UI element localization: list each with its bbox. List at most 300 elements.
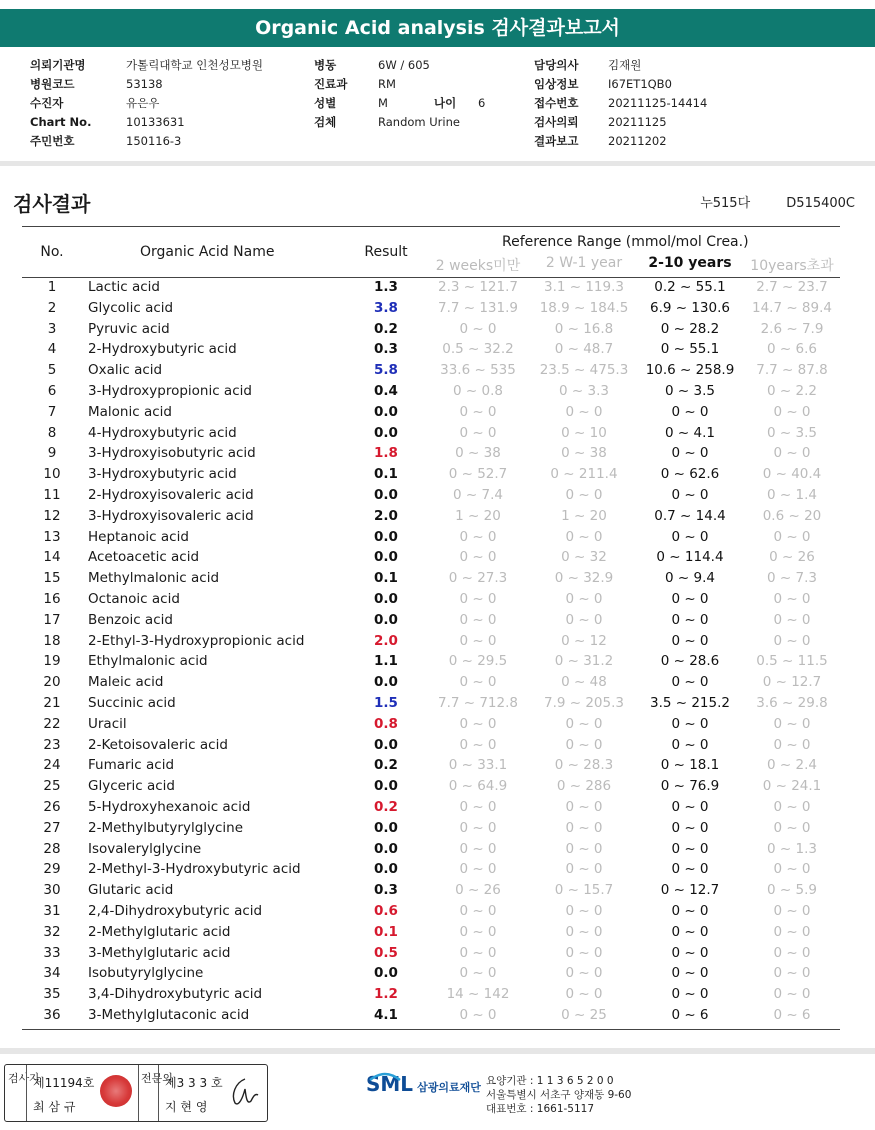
result-value: 3.8 — [374, 299, 398, 316]
range-2w-1y: 0 ~ 0 — [565, 861, 603, 878]
row-number: 11 — [43, 486, 61, 503]
result-value: 0.0 — [374, 965, 398, 982]
range-under-2-weeks: 33.6 ~ 535 — [440, 362, 516, 379]
info-col-2 — [314, 56, 485, 132]
range-under-2-weeks: 0 ~ 0 — [459, 632, 497, 649]
result-value: 0.2 — [374, 798, 398, 815]
info-value: 20211125-14414 — [608, 96, 708, 110]
range-2w-1y: 0 ~ 12 — [561, 632, 607, 649]
table-row — [22, 382, 840, 403]
range-2w-1y: 0 ~ 0 — [565, 736, 603, 753]
range-over-10y: 0 ~ 5.9 — [767, 882, 817, 899]
result-value: 0.0 — [374, 674, 398, 691]
range-over-10y: 0 ~ 0 — [773, 965, 811, 982]
row-number: 18 — [43, 632, 61, 649]
row-number: 4 — [47, 341, 57, 358]
range-over-10y: 2.6 ~ 7.9 — [760, 320, 824, 337]
row-number: 34 — [43, 965, 61, 982]
range-2-10y: 10.6 ~ 258.9 — [645, 362, 735, 379]
signature-mark — [227, 1075, 261, 1109]
row-number: 1 — [47, 279, 57, 295]
header-reference: Reference Range (mmol/mol Crea.) — [502, 234, 749, 250]
row-number: 29 — [43, 861, 61, 878]
info-value: 150116-3 — [126, 134, 182, 148]
result-value: 1.3 — [374, 279, 398, 295]
acid-name: Isovalerylglycine — [88, 840, 202, 857]
range-2-10y: 0 ~ 0 — [671, 403, 709, 420]
table-row — [22, 548, 840, 569]
range-under-2-weeks: 0 ~ 38 — [455, 445, 501, 462]
range-2-10y: 0 ~ 0 — [671, 611, 709, 628]
info-label: Chart No. — [30, 115, 92, 129]
row-number: 19 — [43, 653, 61, 670]
footer-divider — [0, 1048, 875, 1054]
table-row — [22, 694, 840, 715]
range-over-10y: 14.7 ~ 89.4 — [751, 299, 832, 316]
range-over-10y: 0 ~ 1.4 — [767, 486, 817, 503]
header-range-newborn: 2 weeks미만 — [435, 258, 521, 274]
info-value: RM — [378, 77, 396, 91]
address-line: 서울특별시 서초구 양재동 9-60 — [486, 1089, 632, 1101]
range-over-10y: 0 ~ 2.2 — [767, 382, 817, 399]
result-value: 0.0 — [374, 424, 398, 441]
table-row — [22, 424, 840, 445]
acid-name: 3-Hydroxybutyric acid — [88, 466, 237, 483]
acid-name: 3-Methylglutaric acid — [88, 944, 231, 961]
results-table — [22, 226, 840, 1027]
range-2-10y: 0 ~ 0 — [671, 840, 709, 857]
range-2w-1y: 0 ~ 48.7 — [554, 341, 614, 358]
range-over-10y: 0 ~ 6 — [773, 1006, 811, 1023]
info-value: 유은우 — [126, 96, 160, 110]
info-col-1 — [30, 56, 263, 151]
range-2w-1y: 0 ~ 31.2 — [554, 653, 614, 670]
table-row — [22, 985, 840, 1006]
info-label: 검체 — [314, 115, 337, 129]
acid-name: 3-Hydroxyisovaleric acid — [88, 507, 254, 524]
row-number: 25 — [43, 778, 61, 795]
acid-name: Succinic acid — [88, 694, 176, 711]
range-under-2-weeks: 0 ~ 0 — [459, 528, 497, 545]
table-body — [22, 278, 840, 1027]
range-2-10y: 0 ~ 0 — [671, 798, 709, 815]
range-under-2-weeks: 0 ~ 29.5 — [448, 653, 508, 670]
table-bottom-rule — [22, 1029, 840, 1030]
result-value: 0.1 — [374, 923, 398, 940]
acid-name: 2-Methylbutyrylglycine — [88, 819, 244, 836]
table-row — [22, 652, 840, 673]
signature-box — [4, 1064, 268, 1122]
range-2w-1y: 0 ~ 10 — [561, 424, 607, 441]
row-number: 27 — [43, 819, 61, 836]
info-label: 수진자 — [30, 96, 64, 110]
info-label: 결과보고 — [534, 134, 579, 148]
range-2-10y: 0 ~ 0 — [671, 445, 709, 462]
row-number: 24 — [43, 757, 61, 774]
acid-name: 2-Methylglutaric acid — [88, 923, 231, 940]
info-label: 임상정보 — [534, 77, 579, 91]
result-value: 0.8 — [374, 715, 398, 732]
range-over-10y: 0 ~ 0 — [773, 944, 811, 961]
range-over-10y: 0 ~ 0 — [773, 445, 811, 462]
address-line: 요양기관 : 1 1 3 6 5 2 0 0 — [486, 1075, 614, 1087]
result-value: 1.8 — [374, 445, 398, 462]
range-2w-1y: 0 ~ 0 — [565, 611, 603, 628]
range-over-10y: 7.7 ~ 87.8 — [756, 362, 828, 379]
table-row — [22, 1006, 840, 1027]
range-over-10y: 0 ~ 0 — [773, 736, 811, 753]
range-over-10y: 0 ~ 26 — [769, 549, 815, 566]
range-2-10y: 0 ~ 18.1 — [660, 757, 720, 774]
table-row — [22, 860, 840, 881]
header-range-infant: 2 W-1 year — [545, 255, 623, 271]
range-under-2-weeks: 0 ~ 0 — [459, 902, 497, 919]
table-row — [22, 881, 840, 902]
range-under-2-weeks: 0 ~ 0 — [459, 736, 497, 753]
result-value: 0.0 — [374, 861, 398, 878]
range-2-10y: 0 ~ 0 — [671, 861, 709, 878]
range-2w-1y: 0 ~ 0 — [565, 902, 603, 919]
info-value: 20211202 — [608, 134, 667, 148]
range-2-10y: 0 ~ 62.6 — [660, 466, 720, 483]
acid-name: 2-Hydroxybutyric acid — [88, 341, 237, 358]
report-title: Organic Acid analysis 검사결과보고서 — [0, 9, 875, 47]
result-value: 1.2 — [374, 986, 398, 1003]
acid-name: Lactic acid — [88, 279, 160, 295]
range-over-10y: 0 ~ 0 — [773, 715, 811, 732]
confirmer-license: 제3 3 3 호 — [165, 1076, 223, 1090]
range-2w-1y: 0 ~ 0 — [565, 944, 603, 961]
table-row — [22, 902, 840, 923]
range-2-10y: 0 ~ 0 — [671, 819, 709, 836]
result-value: 0.1 — [374, 466, 398, 483]
row-number: 26 — [43, 798, 61, 815]
row-number: 17 — [43, 611, 61, 628]
table-row — [22, 777, 840, 798]
range-2-10y: 0 ~ 0 — [671, 590, 709, 607]
range-under-2-weeks: 0 ~ 0 — [459, 819, 497, 836]
range-under-2-weeks: 0 ~ 0 — [459, 549, 497, 566]
range-over-10y: 0.6 ~ 20 — [762, 507, 822, 524]
range-over-10y: 0 ~ 0 — [773, 902, 811, 919]
sml-logo — [366, 1072, 481, 1096]
test-code: D515400C — [786, 196, 855, 211]
range-2w-1y: 0 ~ 0 — [565, 819, 603, 836]
acid-name: Pyruvic acid — [88, 320, 170, 337]
range-2-10y: 0 ~ 0 — [671, 902, 709, 919]
acid-name: Benzoic acid — [88, 611, 173, 628]
table-row — [22, 465, 840, 486]
acid-name: 2-Ethyl-3-Hydroxypropionic acid — [88, 632, 305, 649]
range-over-10y: 0 ~ 0 — [773, 403, 811, 420]
range-2-10y: 0 ~ 0 — [671, 632, 709, 649]
result-value: 1.1 — [374, 653, 398, 670]
range-2-10y: 0.2 ~ 55.1 — [654, 279, 726, 295]
result-value: 0.4 — [374, 382, 398, 399]
divider — [26, 1065, 27, 1121]
result-value: 0.0 — [374, 819, 398, 836]
range-2w-1y: 0 ~ 0 — [565, 528, 603, 545]
range-over-10y: 2.7 ~ 23.7 — [756, 279, 828, 295]
range-2-10y: 0 ~ 3.5 — [665, 382, 715, 399]
range-under-2-weeks: 14 ~ 142 — [446, 986, 510, 1003]
table-row — [22, 320, 840, 341]
row-number: 31 — [43, 902, 61, 919]
info-label: 접수번호 — [534, 96, 579, 110]
range-2w-1y: 1 ~ 20 — [561, 507, 607, 524]
logo-foundation: 삼광의료재단 — [417, 1081, 481, 1094]
range-over-10y: 0 ~ 24.1 — [762, 778, 822, 795]
table-row — [22, 944, 840, 965]
range-under-2-weeks: 0 ~ 0 — [459, 965, 497, 982]
info-col-3 — [534, 56, 707, 151]
header-result: Result — [364, 244, 408, 260]
table-row — [22, 715, 840, 736]
range-over-10y: 0 ~ 0 — [773, 819, 811, 836]
range-2w-1y: 0 ~ 38 — [561, 445, 607, 462]
range-2w-1y: 0 ~ 28.3 — [554, 757, 614, 774]
table-row — [22, 840, 840, 861]
acid-name: Maleic acid — [88, 674, 164, 691]
range-over-10y: 0 ~ 0 — [773, 632, 811, 649]
range-over-10y: 0 ~ 7.3 — [767, 570, 817, 587]
address-line: 대표번호 : 1661-5117 — [486, 1103, 595, 1115]
range-over-10y: 3.6 ~ 29.8 — [756, 694, 828, 711]
range-2-10y: 0 ~ 9.4 — [665, 570, 715, 587]
range-2w-1y: 0 ~ 3.3 — [559, 382, 609, 399]
range-2w-1y: 0 ~ 0 — [565, 965, 603, 982]
range-over-10y: 0 ~ 0 — [773, 861, 811, 878]
range-under-2-weeks: 0.5 ~ 32.2 — [442, 341, 514, 358]
result-value: 2.0 — [374, 632, 398, 649]
row-number: 21 — [43, 694, 61, 711]
range-2-10y: 0 ~ 28.2 — [660, 320, 720, 337]
range-over-10y: 0 ~ 1.3 — [767, 840, 817, 857]
range-2w-1y: 3.1 ~ 119.3 — [543, 279, 624, 295]
table-row — [22, 299, 840, 320]
row-number: 13 — [43, 528, 61, 545]
range-under-2-weeks: 0 ~ 0 — [459, 590, 497, 607]
result-value: 0.0 — [374, 778, 398, 795]
info-label: 병동 — [314, 58, 337, 72]
result-value: 0.0 — [374, 736, 398, 753]
table-row — [22, 756, 840, 777]
range-under-2-weeks: 0 ~ 0 — [459, 674, 497, 691]
info-value: 김재원 — [608, 58, 642, 72]
result-value: 0.0 — [374, 486, 398, 503]
table-row — [22, 486, 840, 507]
org-address — [486, 1074, 631, 1116]
range-under-2-weeks: 0 ~ 64.9 — [448, 778, 508, 795]
range-2w-1y: 7.9 ~ 205.3 — [543, 694, 624, 711]
range-over-10y: 0.5 ~ 11.5 — [756, 653, 828, 670]
acid-name: 2-Methyl-3-Hydroxybutyric acid — [88, 861, 301, 878]
table-row — [22, 611, 840, 632]
range-over-10y: 0 ~ 0 — [773, 798, 811, 815]
result-value: 0.0 — [374, 840, 398, 857]
info-value: 53138 — [126, 77, 163, 91]
range-under-2-weeks: 0 ~ 52.7 — [448, 466, 508, 483]
tester-license: 제11194호 — [33, 1076, 95, 1090]
confirmer-label: 전문의 — [141, 1072, 173, 1085]
range-2w-1y: 0 ~ 211.4 — [550, 466, 618, 483]
range-over-10y: 0 ~ 0 — [773, 590, 811, 607]
tester-name: 최 삼 규 — [33, 1100, 76, 1114]
result-value: 0.1 — [374, 570, 398, 587]
range-over-10y: 0 ~ 6.6 — [767, 341, 817, 358]
row-number: 20 — [43, 674, 61, 691]
acid-name: Glyceric acid — [88, 778, 175, 795]
logo-text: SML — [366, 1072, 414, 1096]
acid-name: 3-Hydroxypropionic acid — [88, 382, 252, 399]
range-under-2-weeks: 7.7 ~ 712.8 — [437, 694, 518, 711]
range-2w-1y: 23.5 ~ 475.3 — [539, 362, 629, 379]
result-value: 0.3 — [374, 341, 398, 358]
table-row — [22, 340, 840, 361]
range-under-2-weeks: 0 ~ 0 — [459, 840, 497, 857]
table-row — [22, 798, 840, 819]
range-over-10y: 0 ~ 2.4 — [767, 757, 817, 774]
range-under-2-weeks: 0 ~ 0 — [459, 798, 497, 815]
row-number: 16 — [43, 590, 61, 607]
acid-name: Glycolic acid — [88, 299, 174, 316]
result-value: 0.2 — [374, 757, 398, 774]
range-2-10y: 0 ~ 0 — [671, 944, 709, 961]
table-row — [22, 569, 840, 590]
range-under-2-weeks: 0 ~ 0 — [459, 403, 497, 420]
table-row — [22, 964, 840, 985]
range-under-2-weeks: 0 ~ 0 — [459, 320, 497, 337]
table-row — [22, 923, 840, 944]
logo-swoosh-icon — [366, 1070, 404, 1096]
range-over-10y: 0 ~ 0 — [773, 986, 811, 1003]
result-value: 0.0 — [374, 403, 398, 420]
range-under-2-weeks: 0 ~ 0 — [459, 861, 497, 878]
range-under-2-weeks: 0 ~ 0 — [459, 944, 497, 961]
table-row — [22, 444, 840, 465]
acid-name: 3-Hydroxyisobutyric acid — [88, 445, 256, 462]
range-2-10y: 0 ~ 76.9 — [660, 778, 720, 795]
info-label: 의뢰기관명 — [30, 58, 86, 72]
row-number: 32 — [43, 923, 61, 940]
range-2-10y: 0 ~ 0 — [671, 486, 709, 503]
row-number: 30 — [43, 882, 61, 899]
table-row — [22, 673, 840, 694]
result-value: 0.0 — [374, 528, 398, 545]
range-2w-1y: 0 ~ 0 — [565, 590, 603, 607]
table-row — [22, 632, 840, 653]
range-under-2-weeks: 1 ~ 20 — [455, 507, 501, 524]
table-row — [22, 278, 840, 299]
row-number: 28 — [43, 840, 61, 857]
row-number: 2 — [47, 299, 57, 316]
row-number: 7 — [47, 403, 57, 420]
acid-name: Ethylmalonic acid — [88, 653, 208, 670]
row-number: 12 — [43, 507, 61, 524]
range-2w-1y: 0 ~ 48 — [561, 674, 607, 691]
range-under-2-weeks: 0 ~ 0 — [459, 923, 497, 940]
acid-name: Malonic acid — [88, 403, 172, 420]
info-value: 20211125 — [608, 115, 667, 129]
range-2w-1y: 0 ~ 0 — [565, 798, 603, 815]
range-over-10y: 0 ~ 0 — [773, 923, 811, 940]
result-value: 1.5 — [374, 694, 398, 711]
acid-name: 2,4-Dihydroxybutyric acid — [88, 902, 263, 919]
info-label: 병원코드 — [30, 77, 75, 91]
header-name: Organic Acid Name — [140, 244, 275, 260]
table-header — [22, 227, 840, 278]
range-under-2-weeks: 0 ~ 0 — [459, 715, 497, 732]
range-2-10y: 0 ~ 0 — [671, 528, 709, 545]
row-number: 14 — [43, 549, 61, 566]
acid-name: Uracil — [88, 715, 127, 732]
tester-label: 검사자 — [8, 1072, 40, 1085]
range-2w-1y: 0 ~ 32.9 — [554, 570, 614, 587]
age-value: 6 — [478, 96, 486, 110]
table-row — [22, 403, 840, 424]
confirmer-name: 지 현 영 — [165, 1100, 208, 1114]
range-over-10y: 0 ~ 12.7 — [762, 674, 822, 691]
acid-name: 5-Hydroxyhexanoic acid — [88, 798, 251, 815]
range-under-2-weeks: 7.7 ~ 131.9 — [437, 299, 518, 316]
range-2w-1y: 0 ~ 286 — [556, 778, 612, 795]
range-2-10y: 0 ~ 55.1 — [660, 341, 720, 358]
range-under-2-weeks: 0 ~ 0 — [459, 424, 497, 441]
acid-name: Octanoic acid — [88, 590, 180, 607]
result-value: 0.0 — [374, 549, 398, 566]
result-value: 0.0 — [374, 590, 398, 607]
range-2-10y: 0 ~ 28.6 — [660, 653, 720, 670]
range-under-2-weeks: 0 ~ 0 — [459, 1006, 497, 1023]
test-code-korean: 누515다 — [700, 196, 751, 211]
range-2-10y: 0 ~ 6 — [671, 1006, 709, 1023]
row-number: 33 — [43, 944, 61, 961]
range-2w-1y: 0 ~ 15.7 — [554, 882, 614, 899]
acid-name: 3-Methylglutaconic acid — [88, 1006, 250, 1023]
info-value: M — [378, 96, 388, 110]
range-2-10y: 0 ~ 0 — [671, 986, 709, 1003]
age-label: 나이 — [434, 96, 457, 110]
range-under-2-weeks: 0 ~ 33.1 — [448, 757, 508, 774]
row-number: 9 — [47, 445, 57, 462]
row-number: 6 — [47, 382, 57, 399]
acid-name: Acetoacetic acid — [88, 549, 200, 566]
range-under-2-weeks: 0 ~ 0.8 — [453, 382, 503, 399]
range-2w-1y: 0 ~ 0 — [565, 486, 603, 503]
acid-name: 4-Hydroxybutyric acid — [88, 424, 237, 441]
row-number: 22 — [43, 715, 61, 732]
range-2-10y: 0 ~ 0 — [671, 736, 709, 753]
range-2w-1y: 0 ~ 0 — [565, 923, 603, 940]
info-value: I67ET1QB0 — [608, 77, 672, 91]
info-value: 6W / 605 — [378, 58, 430, 72]
info-value: Random Urine — [378, 115, 460, 129]
result-value: 5.8 — [374, 362, 398, 379]
result-value: 0.5 — [374, 944, 398, 961]
result-value: 0.3 — [374, 882, 398, 899]
range-2-10y: 0 ~ 114.4 — [656, 549, 724, 566]
range-2w-1y: 0 ~ 25 — [561, 1006, 607, 1023]
acid-name: Heptanoic acid — [88, 528, 189, 545]
row-number: 36 — [43, 1006, 61, 1023]
result-value: 0.6 — [374, 902, 398, 919]
range-over-10y: 0 ~ 0 — [773, 611, 811, 628]
range-under-2-weeks: 0 ~ 7.4 — [453, 486, 503, 503]
range-under-2-weeks: 0 ~ 26 — [455, 882, 501, 899]
section-title: 검사결과 — [13, 192, 91, 216]
range-2w-1y: 0 ~ 0 — [565, 403, 603, 420]
range-2-10y: 0 ~ 4.1 — [665, 424, 715, 441]
